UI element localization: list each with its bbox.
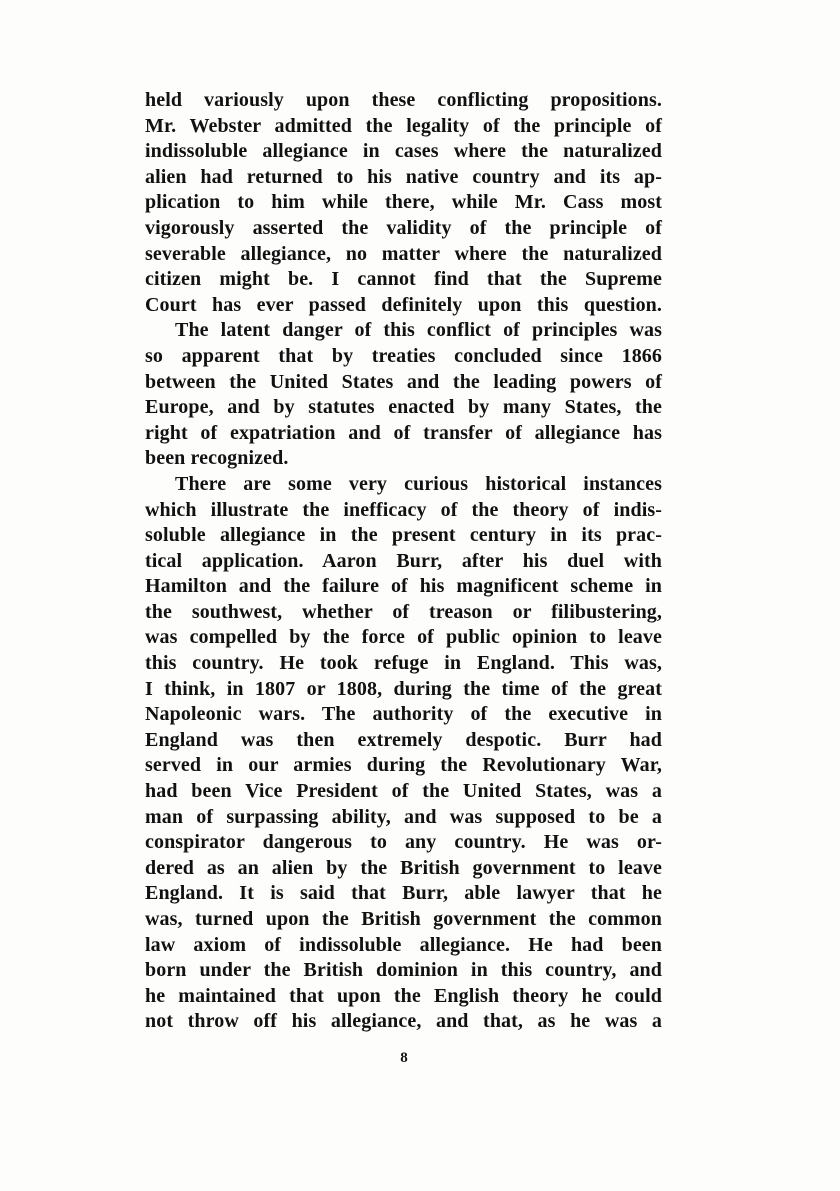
text-line: man of surpassing ability, and was supposed to be a — [145, 805, 662, 828]
text-line: law axiom of indissoluble allegiance. He had been — [145, 933, 662, 956]
page-number: 8 — [400, 1050, 408, 1066]
text-line: dered as an alien by the British government to leave — [145, 856, 662, 879]
text-line: England. It is said that Burr, able lawyer that he — [145, 882, 662, 905]
text-line: indissoluble allegiance in cases where the naturalized — [145, 140, 662, 163]
text-line: There are some very curious historical instances — [175, 472, 662, 495]
text-line: had been Vice President of the United States, was a — [145, 780, 662, 803]
text-line: vigorously asserted the validity of the principle of — [145, 216, 662, 239]
text-line: which illustrate the inefficacy of the theory of indis- — [145, 498, 662, 521]
text-line: right of expatriation and of transfer of allegiance has — [145, 421, 662, 444]
text-line: soluble allegiance in the present century in its prac- — [145, 524, 662, 547]
text-line: born under the British dominion in this country, and — [145, 959, 662, 982]
text-line: he maintained that upon the English theory he could — [145, 984, 662, 1007]
text-line: Hamilton and the failure of his magnificent scheme in — [145, 575, 662, 598]
text-line: Court has ever passed definitely upon this question. — [145, 293, 662, 316]
text-line: this country. He took refuge in England. This was, — [145, 652, 662, 675]
text-line: was compelled by the force of public opinion to leave — [145, 626, 662, 649]
text-line: alien had returned to his native country and its ap- — [145, 165, 662, 188]
text-line: tical application. Aaron Burr, after his duel with — [145, 549, 662, 572]
text-line: Napoleonic wars. The authority of the executive in — [145, 703, 662, 726]
body-text — [145, 88, 662, 1035]
text-line: served in our armies during the Revolutionary War, — [145, 754, 662, 777]
text-line: severable allegiance, no matter where the naturalized — [145, 242, 662, 265]
text-line: Mr. Webster admitted the legality of the principle of — [145, 114, 662, 137]
text-line: held variously upon these conflicting propositions. — [145, 89, 662, 111]
text-line: England was then extremely despotic. Burr had — [145, 728, 662, 751]
text-line: been recognized. — [145, 447, 289, 470]
text-line: plication to him while there, while Mr. Cass most — [145, 191, 662, 214]
text-line: not throw off his allegiance, and that, as he was a — [145, 1010, 662, 1033]
text-line: so apparent that by treaties concluded since 1866 — [145, 344, 662, 367]
text-line: I think, in 1807 or 1808, during the time of the great — [145, 677, 662, 700]
text-line: Europe, and by statutes enacted by many States, the — [145, 396, 662, 419]
text-line: the southwest, whether of treason or filibustering, — [145, 600, 662, 623]
text-line: between the United States and the leading powers of — [145, 370, 662, 393]
text-line: citizen might be. I cannot find that the Supreme — [145, 268, 662, 291]
text-line: was, turned upon the British government the common — [145, 908, 662, 930]
text-line: conspirator dangerous to any country. He was or- — [145, 831, 662, 854]
text-line: The latent danger of this conflict of principles was — [175, 319, 662, 342]
